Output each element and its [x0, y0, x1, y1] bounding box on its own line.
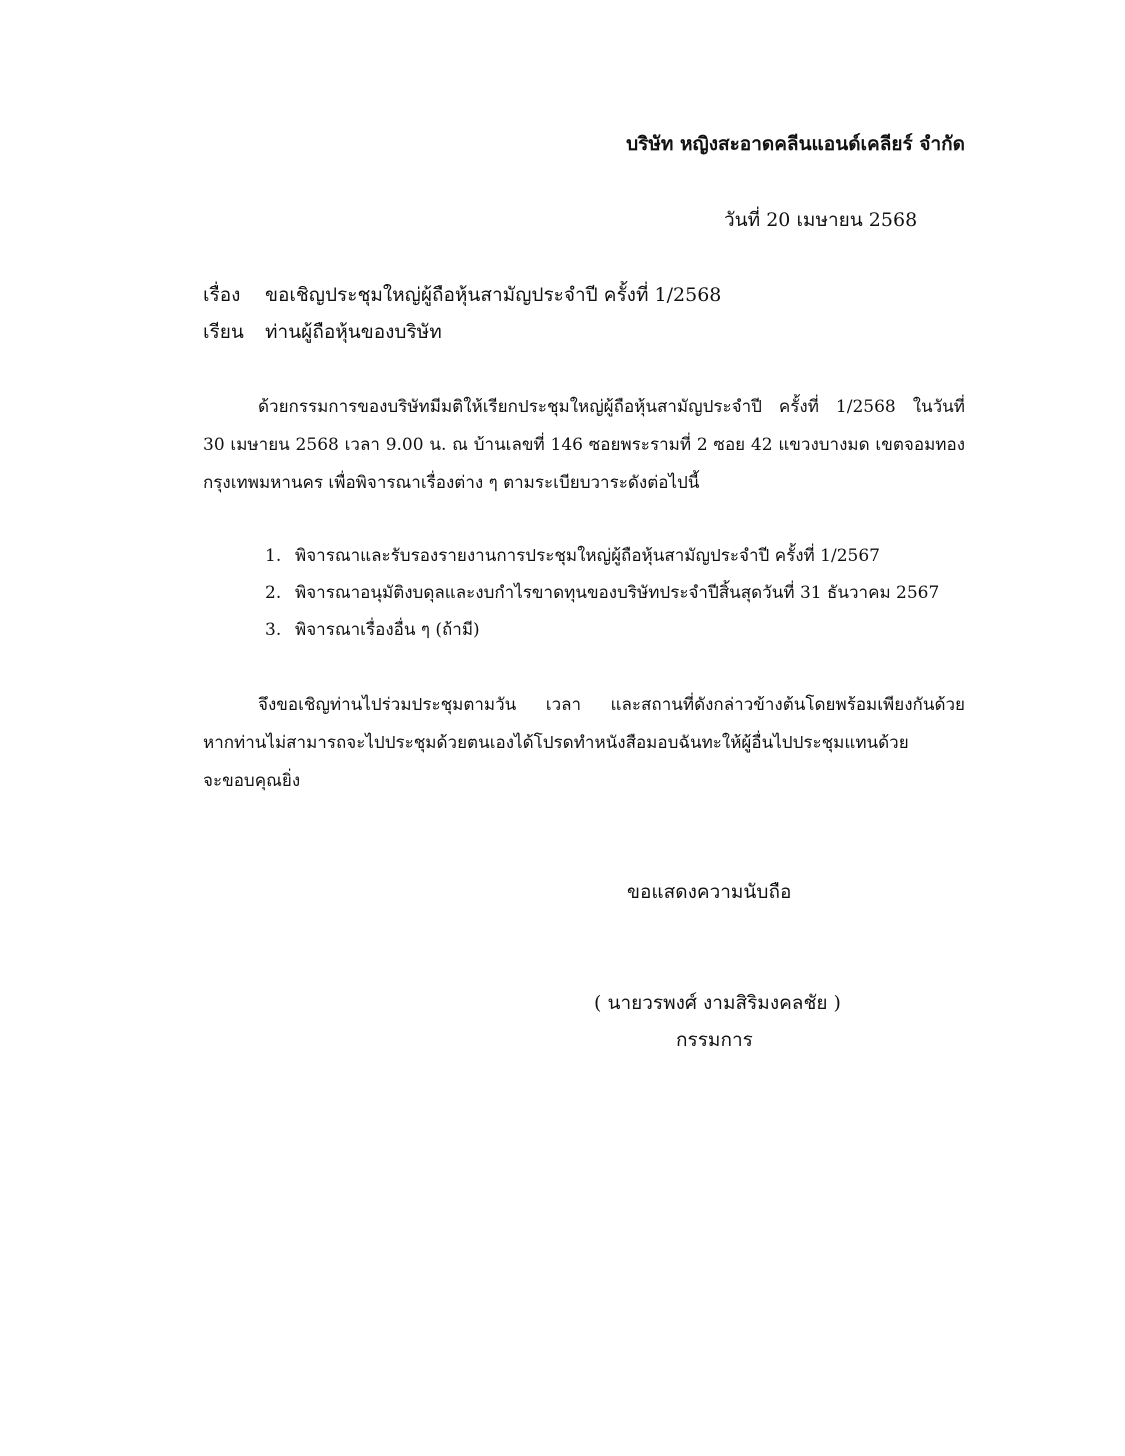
agenda-text: พิจารณาอนุมัติงบดุลและงบกำไรขาดทุนของบริษัทประจำปีสิ้นสุดวันที่ 31 ธันวาคม 2567 [295, 583, 940, 603]
recipient-label: เรียน [203, 321, 244, 343]
agenda-text: พิจารณาและรับรองรายงานการประชุมใหญ่ผู้ถือหุ้นสามัญประจำปี ครั้งที่ 1/2567 [295, 546, 880, 566]
invitation-line-2: หากท่านไม่สามารถจะไปประชุมด้วยตนเองได้โปรดทำหนังสือมอบฉันทะให้ผู้อื่นไปประชุมแทนด้วย [203, 733, 909, 753]
subject-text: ขอเชิญประชุมใหญ่ผู้ถือหุ้นสามัญประจำปี ครั้งที่ 1/2568 [265, 284, 722, 306]
agenda-item [265, 581, 939, 605]
agenda-number: 3. [265, 620, 282, 640]
signer-name: ( นายวรพงศ์ งามสิริมงคลชัย ) [594, 992, 841, 1014]
letter-date: วันที่ 20 เมษายน 2568 [724, 209, 918, 231]
intro-line-2: 30 เมษายน 2568 เวลา 9.00 น. ณ บ้านเลขที่ 146 ซอยพระรามที่ 2 ซอย 42 แขวงบางมด เขตจอมทอง [203, 435, 965, 455]
signer-position: กรรมการ [676, 1029, 753, 1051]
company-name: บริษัท หญิงสะอาดคลีนแอนด์เคลียร์ จำกัด [626, 133, 965, 155]
agenda-text: พิจารณาเรื่องอื่น ๆ (ถ้ามี) [295, 620, 480, 640]
agenda-item [265, 544, 880, 568]
intro-paragraph [203, 388, 965, 502]
agenda-item [265, 618, 480, 642]
intro-line-1: ด้วยกรรมการของบริษัทมีมติให้เรียกประชุมใหญ่ผู้ถือหุ้นสามัญประจำปี ครั้งที่ 1/2568 ในวันที่ [258, 397, 965, 417]
agenda-number: 1. [265, 546, 282, 566]
agenda-number: 2. [265, 583, 282, 603]
invitation-paragraph [203, 686, 965, 800]
invitation-line-3: จะขอบคุณยิ่ง [203, 771, 301, 791]
invitation-line-1: จึงขอเชิญท่านไปร่วมประชุมตามวัน เวลา และสถานที่ดังกล่าวข้างต้นโดยพร้อมเพียงกันด้วย [258, 695, 965, 715]
recipient-text: ท่านผู้ถือหุ้นของบริษัท [265, 321, 442, 343]
subject-label: เรื่อง [203, 284, 241, 306]
intro-line-3: กรุงเทพมหานคร เพื่อพิจารณาเรื่องต่าง ๆ ตามระเบียบวาระดังต่อไปนี้ [203, 473, 700, 493]
closing-phrase: ขอแสดงความนับถือ [627, 881, 792, 903]
